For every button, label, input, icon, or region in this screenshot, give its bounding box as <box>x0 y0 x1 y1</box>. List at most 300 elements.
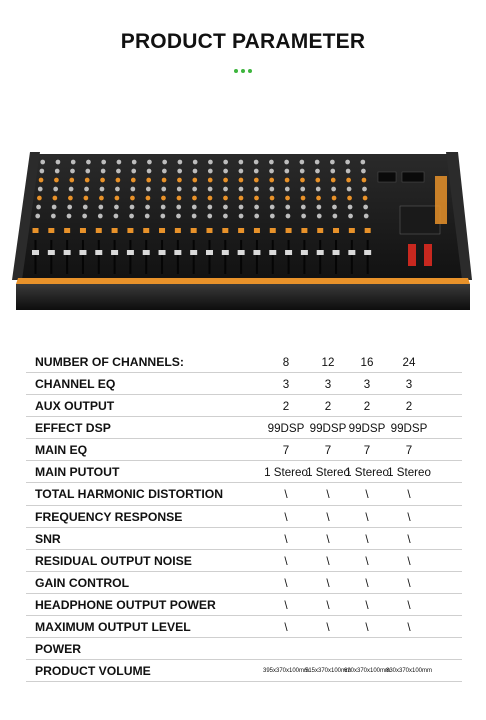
mixer-knob <box>269 177 274 182</box>
spec-value: \ <box>284 621 288 635</box>
fader-slot <box>129 240 131 274</box>
mixer-knob <box>192 195 197 200</box>
mixer-knob <box>100 177 105 182</box>
spec-row <box>26 417 462 439</box>
spec-label: NUMBER OF CHANNELS: <box>35 355 184 369</box>
mixer-knob <box>360 159 365 164</box>
fader-cap <box>143 250 150 255</box>
fader-cap <box>222 250 229 255</box>
mixer-knob <box>130 186 135 191</box>
mute-button <box>48 228 54 233</box>
mixer-knob <box>315 168 320 173</box>
spec-value: 1 Stereo <box>264 466 308 480</box>
mixer-knob <box>346 177 351 182</box>
mixer-knob <box>114 204 119 209</box>
mixer-knob <box>238 186 243 191</box>
fader-slot <box>303 240 305 274</box>
mixer-knob <box>317 213 322 218</box>
mute-button <box>159 228 165 233</box>
mixer-knob <box>223 168 228 173</box>
fader-slot <box>367 240 369 274</box>
spec-value: 1 Stereo <box>345 466 389 480</box>
spec-row <box>26 660 462 682</box>
mixer-knob <box>301 213 306 218</box>
spec-value: 16 <box>360 356 374 369</box>
spec-value: \ <box>326 621 330 635</box>
spec-value: \ <box>326 488 330 502</box>
fader-slot <box>193 240 195 274</box>
spec-label: FREQUENCY RESPONSE <box>35 509 183 524</box>
mixer-knob <box>52 204 57 209</box>
mixer-knob <box>207 195 212 200</box>
mixer-knob <box>101 159 106 164</box>
mixer-knob <box>69 186 74 191</box>
mute-button <box>143 228 149 233</box>
mixer-knob <box>147 159 152 164</box>
spec-value: 2 <box>324 400 332 414</box>
spec-value: 12 <box>321 356 335 369</box>
mixer-knob <box>69 177 74 182</box>
mixer-knob <box>301 204 306 209</box>
spec-label: CHANNEL EQ <box>35 377 116 391</box>
mixer-knob <box>316 186 321 191</box>
mixer-knob <box>146 186 151 191</box>
spec-label: TOTAL HARMONIC DISTORTION <box>35 487 224 502</box>
mixer-knob <box>284 168 289 173</box>
spec-row <box>26 395 462 417</box>
spec-value: 99DSP <box>348 422 386 436</box>
spec-value: 7 <box>324 444 332 458</box>
mixer-knob <box>331 177 336 182</box>
fader-slot <box>335 240 337 274</box>
spec-value: \ <box>365 554 369 568</box>
fader-slot <box>351 240 353 274</box>
spec-row <box>26 638 462 660</box>
fader-slot <box>224 240 226 274</box>
mixer-knob <box>223 195 228 200</box>
mixer-knob <box>300 177 305 182</box>
mute-button <box>222 228 228 233</box>
fader-slot <box>50 240 52 274</box>
spec-value: 7 <box>405 444 413 458</box>
fader-cap <box>48 250 55 255</box>
mixer-knob <box>131 168 136 173</box>
mixer-knob <box>161 195 166 200</box>
mixer-knob <box>331 195 336 200</box>
spec-value: \ <box>326 598 330 612</box>
mixer-knob <box>116 159 121 164</box>
fader-cap <box>127 250 134 255</box>
mixer-knob <box>85 177 90 182</box>
mixer-knob <box>161 186 166 191</box>
mixer-knob <box>145 204 150 209</box>
spec-value: 7 <box>282 444 290 458</box>
mixer-knob <box>332 213 337 218</box>
mixer-knob <box>223 177 228 182</box>
mixer-knob <box>207 204 212 209</box>
spec-value: 3 <box>405 378 413 391</box>
mixer-knob <box>254 204 259 209</box>
mute-button <box>64 228 70 233</box>
fader-cap <box>64 250 71 255</box>
mixer-knob <box>285 195 290 200</box>
mixer-knob <box>36 204 41 209</box>
spec-value: \ <box>284 532 288 546</box>
mixer-knob <box>98 204 103 209</box>
spec-value: \ <box>326 576 330 590</box>
fader-cap <box>269 250 276 255</box>
mixer-knob <box>285 186 290 191</box>
spec-value: \ <box>407 598 411 612</box>
spec-row <box>26 461 462 483</box>
mixer-knob <box>145 195 150 200</box>
mixer-knob <box>66 213 71 218</box>
mixer-knob <box>99 195 104 200</box>
mixer-knob <box>53 186 58 191</box>
fader-slot <box>177 240 179 274</box>
mixer-knob <box>86 159 91 164</box>
mixer-knob <box>364 213 369 218</box>
spec-row <box>26 594 462 616</box>
spec-value: 830x370x100mm <box>385 668 433 675</box>
mixer-knob <box>176 213 181 218</box>
spec-row <box>26 439 462 461</box>
mixer-knob <box>115 177 120 182</box>
spec-value: 3 <box>282 378 290 391</box>
spec-value: \ <box>326 554 330 568</box>
spec-value: \ <box>407 510 411 524</box>
spec-value: 2 <box>282 400 290 414</box>
mixer-knob <box>129 213 134 218</box>
spec-value: \ <box>407 554 411 568</box>
mixer-knob <box>176 195 181 200</box>
mute-button <box>317 228 323 233</box>
mixer-knob <box>192 186 197 191</box>
mixer-knob <box>270 204 275 209</box>
spec-value: \ <box>365 510 369 524</box>
spec-value: 99DSP <box>390 422 428 436</box>
mixer-knob <box>254 159 259 164</box>
mixer-knob <box>285 204 290 209</box>
audio-mixer-image <box>10 148 476 314</box>
spec-row <box>26 616 462 638</box>
spec-value: \ <box>365 621 369 635</box>
mixer-knob <box>40 159 45 164</box>
mixer-knob <box>82 213 87 218</box>
mixer-knob <box>38 186 43 191</box>
spec-row <box>26 483 462 505</box>
mixer-knob <box>347 195 352 200</box>
mixer-knob <box>284 177 289 182</box>
mixer-knob <box>223 213 228 218</box>
spec-value: 8 <box>282 356 290 369</box>
fader-slot <box>240 240 242 274</box>
mixer-knob <box>254 177 259 182</box>
mixer-knob <box>83 204 88 209</box>
fader-cap <box>174 250 181 255</box>
mixer-knob <box>238 204 243 209</box>
fader-slot <box>272 240 274 274</box>
title-divider-dots <box>0 60 486 78</box>
mute-button <box>349 228 355 233</box>
mixer-knob <box>348 213 353 218</box>
mixer-knob <box>346 168 351 173</box>
fader-cap <box>364 250 371 255</box>
fader-cap <box>285 250 292 255</box>
mixer-knob <box>132 159 137 164</box>
mixer-knob <box>254 213 259 218</box>
mixer-knob <box>192 204 197 209</box>
spec-label: EFFECT DSP <box>35 421 111 436</box>
mixer-knob <box>101 168 106 173</box>
mixer-knob <box>177 177 182 182</box>
mixer-knob <box>192 168 197 173</box>
fader-slot <box>256 240 258 274</box>
mixer-knob <box>115 186 120 191</box>
spec-row <box>26 506 462 528</box>
mixer-knob <box>269 159 274 164</box>
fader-cap <box>190 250 197 255</box>
mixer-knob <box>362 186 367 191</box>
spec-value: 2 <box>405 400 413 414</box>
spec-value: \ <box>284 554 288 568</box>
mixer-knob <box>83 195 88 200</box>
mixer-knob <box>223 159 228 164</box>
fader-slot <box>35 240 37 274</box>
mixer-knob <box>284 159 289 164</box>
mixer-knob <box>238 195 243 200</box>
mixer-knob <box>238 159 243 164</box>
mixer-knob <box>299 159 304 164</box>
mixer-knob <box>300 186 305 191</box>
mute-button <box>254 228 260 233</box>
mixer-knob <box>54 177 59 182</box>
spec-row <box>26 550 462 572</box>
spec-value: \ <box>326 532 330 546</box>
mixer-knob <box>330 168 335 173</box>
spec-label: MAIN EQ <box>35 443 88 458</box>
mute-button <box>127 228 133 233</box>
fader-slot <box>82 240 84 274</box>
spec-row <box>26 528 462 550</box>
mixer-knob <box>208 177 213 182</box>
spec-value: \ <box>407 488 411 502</box>
mixer-knob <box>347 204 352 209</box>
mixer-knob <box>55 168 60 173</box>
spec-value: \ <box>365 488 369 502</box>
mixer-knob <box>51 213 56 218</box>
mixer-knob <box>238 213 243 218</box>
mixer-knob <box>70 168 75 173</box>
mute-button <box>33 228 39 233</box>
mixer-knob <box>192 213 197 218</box>
fader-slot <box>288 240 290 274</box>
mixer-knob <box>98 213 103 218</box>
spec-value: 24 <box>402 356 416 369</box>
fader-cap <box>111 250 118 255</box>
mixer-knob <box>346 186 351 191</box>
mixer-knob <box>238 177 243 182</box>
spec-value: 1 Stereo <box>387 466 431 480</box>
mixer-knob <box>68 195 73 200</box>
mixer-knob <box>177 168 182 173</box>
mixer-knob <box>207 186 212 191</box>
spec-value: \ <box>284 576 288 590</box>
fader-slot <box>145 240 147 274</box>
fader-cap <box>32 250 39 255</box>
fader-cap <box>95 250 102 255</box>
spec-value: 515x370x100mm <box>304 668 352 675</box>
mixer-knob <box>176 204 181 209</box>
spec-value: 3 <box>324 378 332 391</box>
fader-cap <box>159 250 166 255</box>
spec-label: MAIN PUTOUT <box>35 465 120 480</box>
mixer-knob <box>55 159 60 164</box>
mixer-knob <box>223 204 228 209</box>
mixer-knob <box>363 204 368 209</box>
mixer-knob <box>85 168 90 173</box>
fader-slot <box>66 240 68 274</box>
fader-slot <box>98 240 100 274</box>
spec-value: \ <box>407 621 411 635</box>
mute-button <box>206 228 212 233</box>
mixer-knob <box>113 213 118 218</box>
fader-cap <box>206 250 213 255</box>
spec-label: HEADPHONE OUTPUT POWER <box>35 597 216 612</box>
spec-value: 99DSP <box>267 422 305 436</box>
fader-cap <box>79 250 86 255</box>
mixer-knob <box>208 168 213 173</box>
mixer-knob <box>162 168 167 173</box>
mixer-knob <box>160 213 165 218</box>
mixer-knob <box>315 159 320 164</box>
spec-value: 7 <box>363 444 371 458</box>
mute-button <box>286 228 292 233</box>
spec-value: \ <box>365 576 369 590</box>
fader-cap <box>348 250 355 255</box>
mute-button <box>301 228 307 233</box>
fader-slot <box>319 240 321 274</box>
mixer-knob <box>67 204 72 209</box>
fader-cap <box>301 250 308 255</box>
mute-button <box>80 228 86 233</box>
spec-value: 99DSP <box>309 422 347 436</box>
mixer-knob <box>162 159 167 164</box>
mute-button <box>112 228 118 233</box>
spec-row <box>26 351 462 373</box>
mixer-knob <box>129 204 134 209</box>
mixer-knob <box>116 168 121 173</box>
mixer-knob <box>316 204 321 209</box>
mixer-knob <box>39 168 44 173</box>
fader-slot <box>114 240 116 274</box>
mixer-knob <box>330 159 335 164</box>
mixer-knob <box>285 213 290 218</box>
mixer-knob <box>177 186 182 191</box>
spec-label: MAXIMUM OUTPUT LEVEL <box>35 620 191 635</box>
mixer-knob <box>161 177 166 182</box>
mixer-knob <box>269 168 274 173</box>
mixer-knob <box>84 186 89 191</box>
spec-value: 620x370x100mm <box>343 668 391 675</box>
mixer-knob <box>38 177 43 182</box>
spec-value: 395x370x100mm <box>262 668 310 675</box>
mute-button <box>333 228 339 233</box>
mixer-knob <box>332 204 337 209</box>
spec-label: SNR <box>35 531 61 546</box>
fader-cap <box>238 250 245 255</box>
spec-value: \ <box>365 532 369 546</box>
mixer-knob <box>177 159 182 164</box>
mixer-knob <box>145 213 150 218</box>
spec-label: GAIN CONTROL <box>35 575 130 590</box>
mixer-knob <box>131 177 136 182</box>
mixer-knob <box>208 159 213 164</box>
mixer-knob <box>99 186 104 191</box>
mixer-knob <box>207 213 212 218</box>
mixer-knob <box>269 195 274 200</box>
spec-value: \ <box>326 510 330 524</box>
spec-label: RESIDUAL OUTPUT NOISE <box>35 553 192 568</box>
fader-cap <box>333 250 340 255</box>
spec-label: AUX OUTPUT <box>35 399 115 414</box>
mixer-knob <box>52 195 57 200</box>
mixer-knob <box>37 195 42 200</box>
spec-row <box>26 572 462 594</box>
mixer-knob <box>192 177 197 182</box>
spec-value: \ <box>407 576 411 590</box>
fader-slot <box>161 240 163 274</box>
mixer-knob <box>300 195 305 200</box>
mixer-knob <box>161 204 166 209</box>
mixer-knob <box>193 159 198 164</box>
mixer-knob <box>254 186 259 191</box>
mixer-knob <box>146 168 151 173</box>
mute-button <box>175 228 181 233</box>
page-title: PRODUCT PARAMETER <box>120 30 366 53</box>
mixer-knob <box>254 168 259 173</box>
mixer-knob <box>315 177 320 182</box>
mixer-knob <box>114 195 119 200</box>
mute-button <box>365 228 371 233</box>
mixer-knob <box>146 177 151 182</box>
mixer-knob <box>331 186 336 191</box>
fader-cap <box>317 250 324 255</box>
spec-label: POWER <box>35 642 82 657</box>
spec-value: \ <box>284 510 288 524</box>
mixer-knob <box>300 168 305 173</box>
mixer-knob <box>130 195 135 200</box>
spec-value: \ <box>407 532 411 546</box>
mute-button <box>270 228 276 233</box>
mute-button <box>96 228 102 233</box>
mixer-knob <box>361 168 366 173</box>
mixer-knob <box>35 213 40 218</box>
spec-value: 3 <box>363 378 371 391</box>
mixer-knob <box>269 186 274 191</box>
mixer-knob <box>254 195 259 200</box>
spec-value: \ <box>284 598 288 612</box>
mute-button <box>238 228 244 233</box>
mixer-knob <box>223 186 228 191</box>
mixer-knob <box>270 213 275 218</box>
mixer-knob <box>316 195 321 200</box>
spec-value: 1 Stereo <box>306 466 350 480</box>
spec-table <box>26 351 462 682</box>
mixer-knob <box>238 168 243 173</box>
mixer-knob <box>71 159 76 164</box>
spec-value: \ <box>284 488 288 502</box>
